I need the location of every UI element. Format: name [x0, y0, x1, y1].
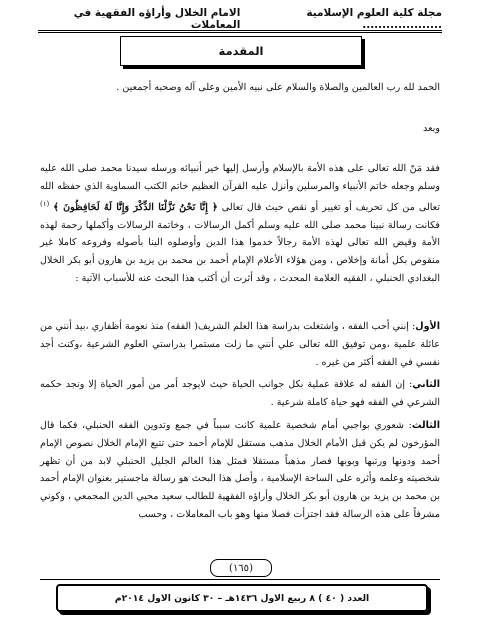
journal-title: مجلة كلية العلوم الإسلامية ....................	[306, 7, 442, 31]
quran-verse: ﴿ إِنَّا نَحْنُ نَزَّلْنَا الذِّكْرَ وَإِنَّا لَهُ لَحَافِظُونَ ﴾	[53, 201, 218, 213]
paragraph-opening: الحمد لله رب العالمين والصلاة والسلام على نبيه الأمين وعلى آله وصحبه أجمعين .	[116, 82, 440, 93]
reason-second	[40, 376, 440, 412]
issue-footer: العدد ( ٤٠ ) ٨ ربيع الاول ١٤٣٦هـ – ٣٠ كانون الاول ٢٠١٤م	[56, 584, 428, 612]
reason-first	[40, 318, 440, 371]
running-header	[38, 8, 442, 33]
footer-divider	[40, 579, 440, 580]
intro-text-a: فقد مَنّ الله تعالى على هذه الأمة بالإسلام وأرسل إليها خير أنبيائه ورسله سيدنا محمد صلى الله عليه وسلم وجعله خاتم الأنبياء والمرسلين وأنزل عليه القرآن العظيم خاتم الكتب السماوية الذي حفظه الله تعالى من كل تحريف أو تغيير أو نقص حيث قال تعالى	[40, 163, 440, 213]
reason-third-text: : شعوري بواجبي أمام شخصية علمية كانت سبباً في جمع وتدوين الفقه الحنبلي، فكما قال المؤرخون لم يكن قبل الأمام الخلال مذهب مستقل للإمام أحمد حتى تتبع الإمام الخلال نصوص الإمام أحمد ودونها ورتبها وبوبها فصار مذهباً مستقلا فمثل هذا العالم الجليل الحنبلي لابد من أن تظهر شخصيته وعلمه وأثره على الساحة الإسلامية ، وأصل هذا البحث هو رسالة ماجستير بعنوان الإمام أحمد بن محمد بن يزيد بن هارون أبو بكر الخلال وأراؤه الفقهية للطالب سعيد محيي الدين المجمعي ، وكوني مشرفاً على هذه الرسالة فقد اجتزأت فصلا منها وهو باب المعاملات ، وحسب	[39, 420, 440, 520]
intro-text-b: فكانت رسالة نبينا محمد صلى الله عليه وسلم أكمل الرسالات ، وخاتمة الرسالات وأكملها رحمة لهذه الأمة وقيض الله تعالى لهذه الأمة رجالاً خدموا هذا الدين وأوصلوه الينا بأصوله وفروعه كاملا غير منقوص بكل أمانة وإخلاص ، ومن هؤلاء الأعلام الإمام أحمد بن محمد بن يزيد بن هارون أبو بكر الخلال البغدادي الحنبلي ، الفقيه العلامة المحدث ، وقد أثرت أن أكتب هذا البحث عنه للأسباب الآتية :	[40, 219, 440, 284]
reason-second-text: : إن الفقه له علاقة عملية بكل جوانب الحياة حيث لايوجد أمر من أمور الحياة إلا ونجد حكمه الشرعي في الفقه فهو حياة كاملة شرعية .	[40, 379, 440, 408]
reason-second-label: الثاني	[412, 379, 440, 390]
reason-third	[40, 417, 440, 524]
section-title: المقدمة	[120, 36, 362, 66]
paragraph-transition: وبعد	[423, 123, 440, 134]
article-title: الامام الخلال وأراؤه الفقهية في المعاملات	[73, 7, 241, 31]
reason-first-text: : إنني أحب الفقه ، واشتغلت بدراسة هذا العلم الشريف( الفقه) منذ نعومة أظفاري ،بيد أنني من عائلة علمية ،ومن توفيق الله تعالى علي أنني ما زلت مستمرا بدراستي العلوم الشرعية ،وكنت أجد نفسي في الفقه أكثر من غيره .	[40, 321, 440, 368]
reason-first-label: الأول	[415, 321, 440, 332]
page-number: (١٦٥)	[210, 559, 272, 577]
reason-third-label: الثالث	[411, 420, 440, 431]
footnote-ref: (١)	[40, 199, 50, 208]
paragraph-intro	[40, 160, 440, 288]
